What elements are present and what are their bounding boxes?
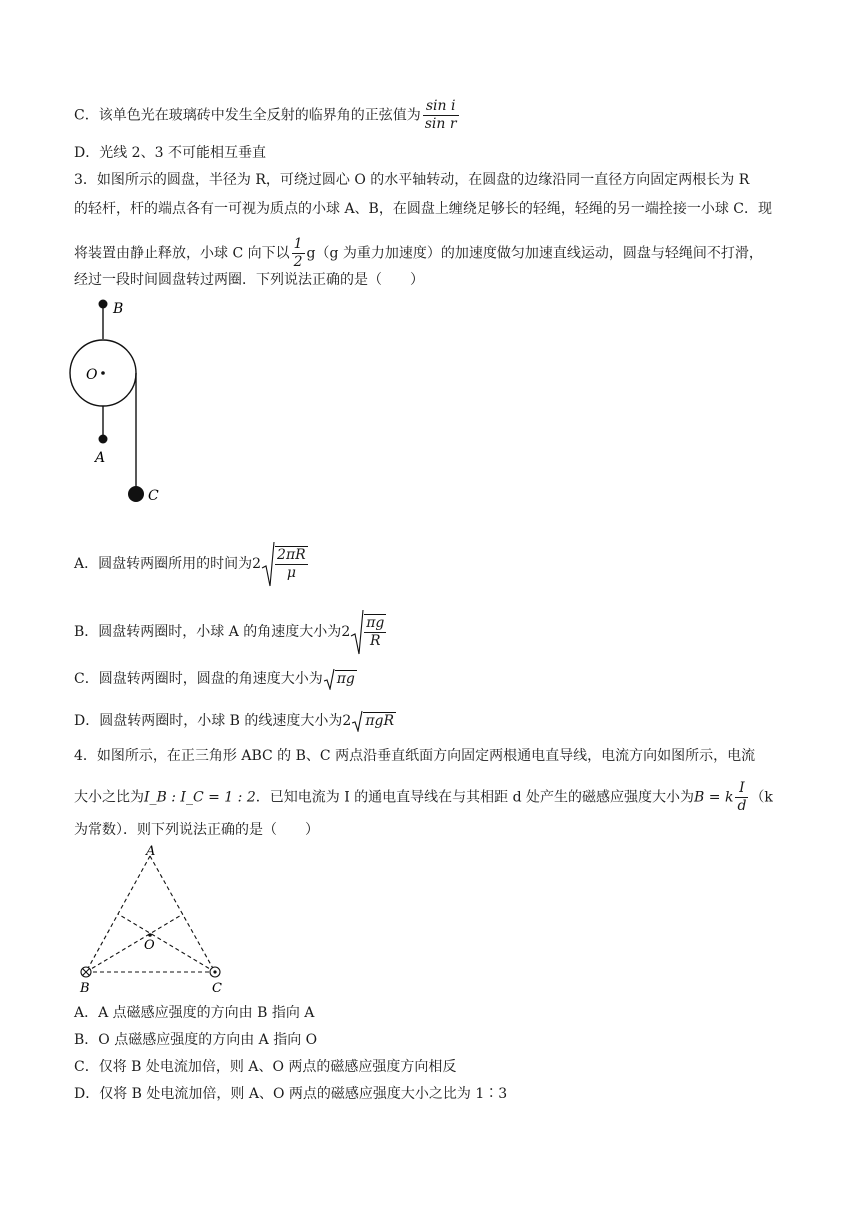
- label-a: A: [146, 844, 156, 859]
- median-c: [118, 914, 215, 972]
- sqrt-sign: [261, 540, 275, 588]
- current-out-of-page-c: [210, 967, 220, 977]
- q2-option-c: [74, 98, 790, 133]
- q4-stem-line-1: 4．如图所示，在正三角形 ABC 的 B、C 两点沿垂直纸面方向固定两根通电直导线，电流方向如图所示，电流: [74, 748, 756, 764]
- label-b: B: [80, 981, 90, 996]
- q3-disc-figure: [60, 292, 180, 514]
- q4-option-a: A．A 点磁感应强度的方向由 B 指向 A: [74, 1005, 315, 1021]
- q3-stem-line-4: 经过一段时间圆盘转过两圈．下列说法正确的是（ ）: [74, 272, 424, 288]
- q2-option-d: D．光线 2、3 不可能相互垂直: [74, 145, 266, 161]
- q4-option-b: B．O 点磁感应强度的方向由 A 指向 O: [74, 1032, 318, 1048]
- q3-stem-line-1: 3．如图所示的圆盘，半径为 R，可绕过圆心 O 的水平轴转动，在圆盘的边缘沿同一直径方向固定两根长为 R: [74, 172, 750, 188]
- current-into-page-b: [81, 967, 91, 977]
- label-o: O: [144, 938, 155, 953]
- q3-option-a-fraction: $\frac{2\pi R}{\mu}$: [277, 547, 306, 581]
- label-a: A: [95, 450, 106, 466]
- label-o: O: [86, 367, 98, 383]
- q3-option-b-fraction: $\frac{\pi g}{R}$: [366, 615, 385, 649]
- label-c: C: [148, 488, 159, 504]
- q3-option-d: D．圆盘转两圈时，小球 B 的线速度大小为2 πgR: [74, 710, 790, 732]
- median-b: [86, 914, 183, 972]
- ball-a: [99, 435, 108, 444]
- sqrt-sign: [350, 608, 364, 656]
- ball-b: [99, 300, 108, 309]
- q3-option-c: C．圆盘转两圈时，圆盘的角速度大小为 πg: [74, 668, 790, 690]
- q4-formula-fraction: $\frac{I}{d}$: [737, 780, 747, 814]
- label-c: C: [212, 981, 222, 996]
- q2-option-c-fraction: $\frac{\text{sin i}}{\text{sin r}}$: [424, 98, 457, 132]
- q3-option-a: A．圆盘转两圈所用的时间为2 $\frac{2\pi R}{\mu}$: [74, 540, 790, 588]
- q3-half-fraction: $\frac{1}{2}$: [293, 236, 303, 270]
- q4-option-c: C．仅将 B 处电流加倍，则 A、O 两点的磁感应强度方向相反: [74, 1059, 457, 1075]
- q4-option-d: D．仅将 B 处电流加倍，则 A、O 两点的磁感应强度大小之比为 1∶3: [74, 1086, 508, 1102]
- ball-c: [128, 486, 144, 502]
- q4-stem-line-2: 大小之比为I_B : I_C = 1 : 2．已知电流为 I 的通电直导线在与其相距 d 处产生的磁感应强度大小为B = k $\frac{I}{d}$ （k: [74, 780, 773, 814]
- q4-triangle-figure: [70, 842, 240, 1002]
- q2-option-c-text: C．该单色光在玻璃砖中发生全反射的临界角的正弦值为: [74, 107, 421, 124]
- center-o: [101, 371, 105, 375]
- label-b: B: [113, 301, 124, 317]
- sqrt-sign: [323, 668, 335, 690]
- q3-stem-line-3: 将装置由静止释放，小球 C 向下以 $\frac{1}{2}$ g（g 为重力加速度）的加速度做匀加速直线运动，圆盘与轻绳间不打滑，: [74, 236, 763, 270]
- q3-stem-line-2: 的轻杆，杆的端点各有一可视为质点的小球 A、B，在圆盘上缠绕足够长的轻绳，轻绳的另一端拴接一小球 C．现: [74, 201, 773, 217]
- q3-option-b: B．圆盘转两圈时，小球 A 的角速度大小为2 $\frac{\pi g}{R}$: [74, 608, 790, 656]
- q4-stem-line-3: 为常数）．则下列说法正确的是（ ）: [74, 822, 319, 838]
- center-o: [148, 933, 152, 937]
- sqrt-sign: [351, 710, 363, 732]
